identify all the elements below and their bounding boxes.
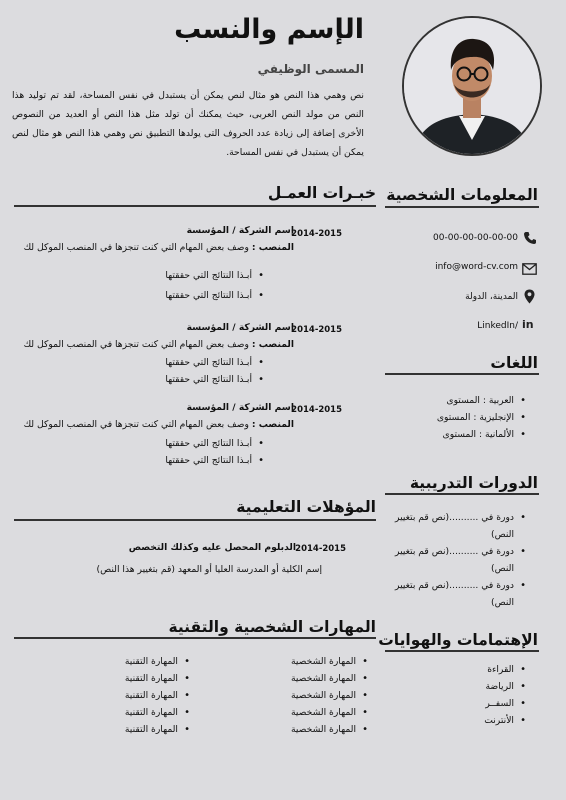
experience-rule — [14, 205, 376, 207]
job-description: المنصب : وصف بعض المهام التي كنت تنجزها في المنصب الموكل لك — [23, 339, 294, 350]
job-description: المنصب : وصف بعض المهام التي كنت تنجزها في المنصب الموكل لك — [23, 419, 294, 430]
education-rule — [14, 519, 376, 521]
interests-list — [408, 661, 528, 729]
job-year: 2014-2015 — [291, 405, 342, 415]
list-item: • أبـذا النتائج التي حققتها — [116, 267, 252, 284]
list-item: • القراءة — [408, 661, 514, 678]
languages-rule — [385, 373, 539, 375]
job-company: إسم الشركة / المؤسسة — [186, 402, 294, 413]
list-item: • الإنجليزية : المستوى — [388, 409, 514, 426]
interests-rule — [385, 650, 539, 652]
profile-photo — [402, 16, 542, 156]
job-year: 2014-2015 — [291, 229, 342, 239]
technical-skills-list — [92, 653, 192, 738]
job-company: إسم الشركة / المؤسسة — [186, 322, 294, 333]
job-title: المسمى الوظيفي — [257, 62, 364, 76]
languages-list — [388, 392, 528, 443]
list-item: • المهارة التقنية — [92, 721, 178, 738]
list-item: • المهارة التقنية — [92, 687, 178, 704]
interests-title: الإهتمامات والهوايات — [378, 631, 538, 649]
list-item: • دورة في ..........(نص قم بتغيير النص) — [378, 577, 514, 611]
cv-name: الإسم والنسب — [174, 14, 364, 45]
list-item: • أبـذا النتائج التي حققتها — [116, 354, 252, 371]
email-text: info@word-cv.com — [435, 262, 518, 272]
list-item: • المهارة الشخصية — [270, 704, 356, 721]
job-year: 2014-2015 — [291, 325, 342, 335]
education-school: إسم الكلية أو المدرسة العليا أو المعهد (قم بتغيير هذا النص) — [96, 564, 322, 575]
personal-info-title: المعلومات الشخصية — [386, 186, 538, 204]
list-item: • الألمانية : المستوى — [388, 426, 514, 443]
job-results-list — [116, 435, 266, 469]
list-item: • أبـذا النتائج التي حققتها — [116, 287, 252, 304]
list-item: • المهارة الشخصية — [270, 721, 356, 738]
courses-title: الدورات التدريبية — [409, 474, 538, 492]
list-item: • العربية : المستوى — [388, 392, 514, 409]
list-item: • المهارة التقنية — [92, 704, 178, 721]
education-degree: الدبلوم المحصل عليه وكذلك التخصص — [128, 542, 296, 553]
skills-title: المهارات الشخصية والتقنية — [168, 618, 376, 636]
skills-rule — [14, 637, 376, 639]
list-item: • المهارة الشخصية — [270, 670, 356, 687]
list-item: • السفــر — [408, 695, 514, 712]
list-item: • دورة في ..........(نص قم بتغيير النص) — [378, 543, 514, 577]
experience-title: خبـرات العمـل — [267, 184, 376, 202]
location-text: المدينة، الدولة — [465, 292, 518, 302]
list-item: • أبـذا النتائج التي حققتها — [116, 435, 252, 452]
list-item: • أبـذا النتائج التي حققتها — [116, 371, 252, 388]
personal-info-rule — [385, 206, 539, 208]
education-year: 2014-2015 — [295, 544, 346, 554]
job-company: إسم الشركة / المؤسسة — [186, 225, 294, 236]
list-item: • الأنترنت — [408, 712, 514, 729]
list-item: • المهارة التقنية — [92, 653, 178, 670]
phone-text: 00-00-00-00-00-00 — [433, 233, 518, 243]
job-description: المنصب : وصف بعض المهام التي كنت تنجزها في المنصب الموكل لك — [23, 242, 294, 253]
languages-title: اللغات — [490, 354, 538, 372]
list-item: • أبـذا النتائج التي حققتها — [116, 452, 252, 469]
envelope-icon — [522, 263, 537, 275]
list-item: • دورة في ..........(نص قم بتغيير النص) — [378, 509, 514, 543]
linkedin-icon: in — [522, 318, 534, 331]
job-results-list — [116, 267, 266, 304]
personal-skills-list — [270, 653, 370, 738]
list-item: • المهارة الشخصية — [270, 687, 356, 704]
education-title: المؤهلات التعليمية — [236, 498, 376, 516]
list-item: • المهارة الشخصية — [270, 653, 356, 670]
courses-rule — [385, 493, 539, 495]
linkedin-text: LinkedIn/ — [477, 321, 518, 331]
phone-icon — [523, 231, 537, 245]
location-pin-icon — [524, 289, 535, 304]
job-results-list — [116, 354, 266, 388]
courses-list — [378, 509, 528, 611]
list-item: • الرياضة — [408, 678, 514, 695]
about-paragraph: نص وهمي هذا النص هو مثال لنص يمكن أن يستبدل في نفس المساحة، لقد تم توليد هذا النص من مولد النص العربى، حيث يمكنك أن تولد مثل هذا النص أو العديد من النصوص الأخرى إضافة إلى زيادة عدد الحروف التى يولدها التطبيق نص وهمي هذا النص هو مثال لنص يمكن أن يستبدل في نفس المساحة. — [12, 90, 364, 158]
list-item: • المهارة التقنية — [92, 670, 178, 687]
